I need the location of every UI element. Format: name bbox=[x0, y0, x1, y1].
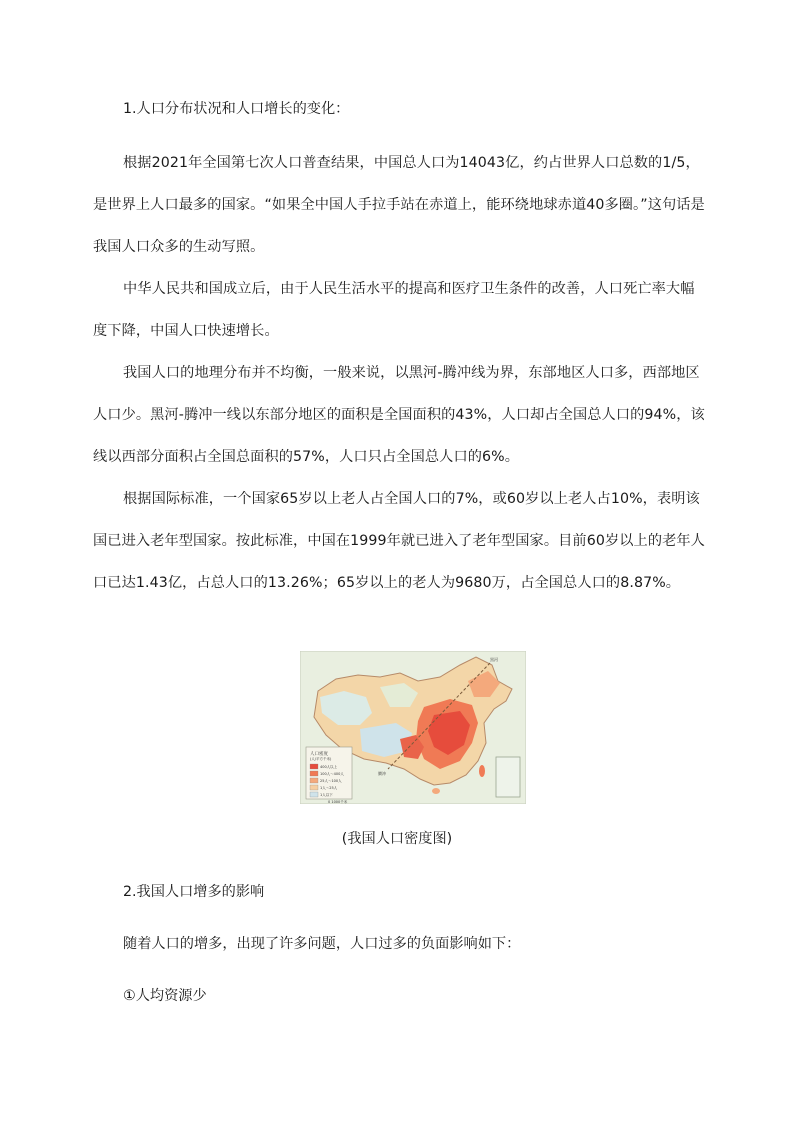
paragraph-distribution: 我国人口的地理分布并不均衡，一般来说，以黑河-腾冲线为界，东部地区人口多，西部地区人口少。黑河-腾冲一线以东部分地区的面积是全国面积的43%，人口却占全国总人口的94%，该线以西部分面积占全国总面积的57%，人口只占全国总人口的6%。 bbox=[93, 365, 705, 465]
population-density-map bbox=[300, 651, 526, 804]
legend-subtitle: (人/平方千米) bbox=[310, 757, 332, 761]
section-1-heading: 1.人口分布状况和人口增长的变化： bbox=[123, 101, 350, 117]
legend-title: 人口密度 bbox=[310, 752, 328, 757]
section-2-heading: 2.我国人口增多的影响 bbox=[123, 884, 265, 900]
legend-label: 1人以下 bbox=[320, 793, 333, 798]
legend-swatch bbox=[310, 778, 318, 783]
legend-swatch bbox=[310, 792, 318, 797]
legend-label: 400人以上 bbox=[320, 765, 338, 770]
tengchong-label: 腾冲 bbox=[378, 771, 386, 776]
paragraph-growth: 中华人民共和国成立后，由于人民生活水平的提高和医疗卫生条件的改善，人口死亡率大幅度下降，中国人口快速增长。 bbox=[93, 281, 695, 339]
legend-swatch bbox=[310, 785, 318, 790]
legend-swatch bbox=[310, 771, 318, 776]
scale-bar-label: 0 1000千米 bbox=[328, 800, 348, 804]
legend-label: 1人～25人 bbox=[320, 786, 338, 791]
paragraph-aging: 根据国际标准，一个国家65岁以上老人占全国人口的7%，或60岁以上老人占10%，表明该国已进入老年型国家。按此标准，中国在1999年就已进入了老年型国家。目前60岁以上的老年人口已达1.43亿，占总人口的13.26%；65岁以上的老人为9680万，占全国总人口的8.87%。 bbox=[93, 491, 705, 591]
section-2-intro: 随着人口的增多，出现了许多问题，人口过多的负面影响如下： bbox=[123, 936, 521, 952]
legend-label: 100人～400人 bbox=[320, 772, 344, 777]
legend-swatch bbox=[310, 764, 318, 769]
legend-label: 25人～100人 bbox=[320, 779, 342, 784]
figure-caption: (我国人口密度图) bbox=[341, 831, 453, 847]
list-item-resources: ①人均资源少 bbox=[123, 988, 207, 1004]
heihe-label: 黑河 bbox=[490, 657, 498, 662]
paragraph-census: 根据2021年全国第七次人口普查结果，中国总人口为14043亿，约占世界人口总数的1/5，是世界上人口最多的国家。“如果全中国人手拉手站在赤道上，能环绕地球赤道40多圈。”这句话是我国人口众多的生动写照。 bbox=[93, 155, 705, 255]
